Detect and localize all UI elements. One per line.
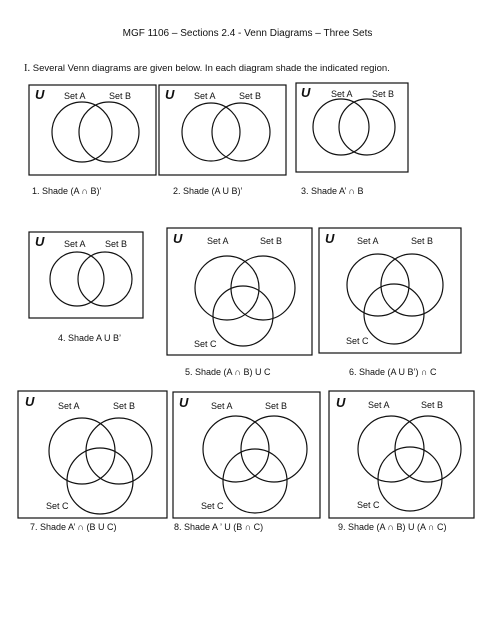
problem-5-caption: 5. Shade (A ∩ B) U C	[185, 367, 271, 377]
set-c-label: Set C	[46, 501, 69, 511]
set-a-label: Set A	[211, 401, 233, 411]
universe-label: U	[179, 395, 189, 410]
set-b-label: Set B	[421, 400, 444, 410]
instruction-text: Several Venn diagrams are given below. In each diagram shade the indicated region.	[32, 63, 390, 74]
universe-frame	[159, 85, 286, 175]
set-c-label: Set C	[201, 501, 224, 511]
venn-diagram-1	[29, 85, 156, 175]
problem-7-caption: 7. Shade A’ ∩ (B U C)	[30, 522, 117, 532]
venn-diagram-6	[319, 228, 461, 353]
problem-1-caption: 1. Shade (A ∩ B)’	[32, 186, 102, 196]
problem-9-caption: 9. Shade (A ∩ B) U (A ∩ C)	[338, 522, 447, 532]
venn-diagram-3	[296, 83, 408, 172]
problem-3-caption: 3. Shade A’ ∩ B	[301, 186, 364, 196]
venn-diagram-9	[329, 391, 474, 518]
universe-label: U	[25, 394, 35, 409]
instruction	[24, 63, 390, 74]
universe-label: U	[35, 234, 45, 249]
set-b-label: Set B	[239, 91, 262, 101]
venn-diagram-7	[18, 391, 167, 518]
universe-label: U	[173, 231, 183, 246]
universe-frame	[167, 228, 312, 355]
universe-label: U	[325, 231, 335, 246]
set-b-label: Set B	[109, 91, 132, 101]
instruction-number: I.	[24, 63, 31, 74]
set-a-label: Set A	[331, 89, 353, 99]
set-b-label: Set B	[265, 401, 288, 411]
universe-frame	[319, 228, 461, 353]
problem-8-caption: 8. Shade A ’ U (B ∩ C)	[174, 522, 264, 532]
set-a-label: Set A	[58, 401, 80, 411]
universe-label: U	[336, 395, 346, 410]
set-a-label: Set A	[207, 236, 229, 246]
set-a-label: Set A	[368, 400, 390, 410]
problem-2-caption: 2. Shade (A U B)’	[173, 186, 243, 196]
universe-frame	[29, 85, 156, 175]
venn-diagram-2	[159, 85, 286, 175]
set-b-label: Set B	[372, 89, 395, 99]
venn-diagram-4	[29, 232, 143, 318]
universe-label: U	[165, 87, 175, 102]
universe-frame	[18, 391, 167, 518]
set-c-label: Set C	[194, 339, 217, 349]
universe-label: U	[35, 87, 45, 102]
set-a-label: Set A	[357, 236, 379, 246]
set-b-label: Set B	[105, 239, 128, 249]
set-c-label: Set C	[346, 336, 369, 346]
universe-frame	[329, 391, 474, 518]
set-b-label: Set B	[411, 236, 434, 246]
set-b-label: Set B	[260, 236, 283, 246]
universe-frame	[173, 392, 320, 518]
set-a-label: Set A	[64, 239, 86, 249]
set-a-label: Set A	[194, 91, 216, 101]
problem-4-caption: 4. Shade A U B’	[58, 333, 122, 343]
universe-label: U	[301, 85, 311, 100]
venn-diagram-5	[167, 228, 312, 355]
set-a-label: Set A	[64, 91, 86, 101]
venn-diagram-8	[173, 392, 320, 518]
problem-6-caption: 6. Shade (A U B’) ∩ C	[349, 367, 437, 377]
set-b-label: Set B	[113, 401, 136, 411]
set-c-label: Set C	[357, 500, 380, 510]
page-title: MGF 1106 – Sections 2.4 - Venn Diagrams – Three Sets	[122, 28, 373, 39]
